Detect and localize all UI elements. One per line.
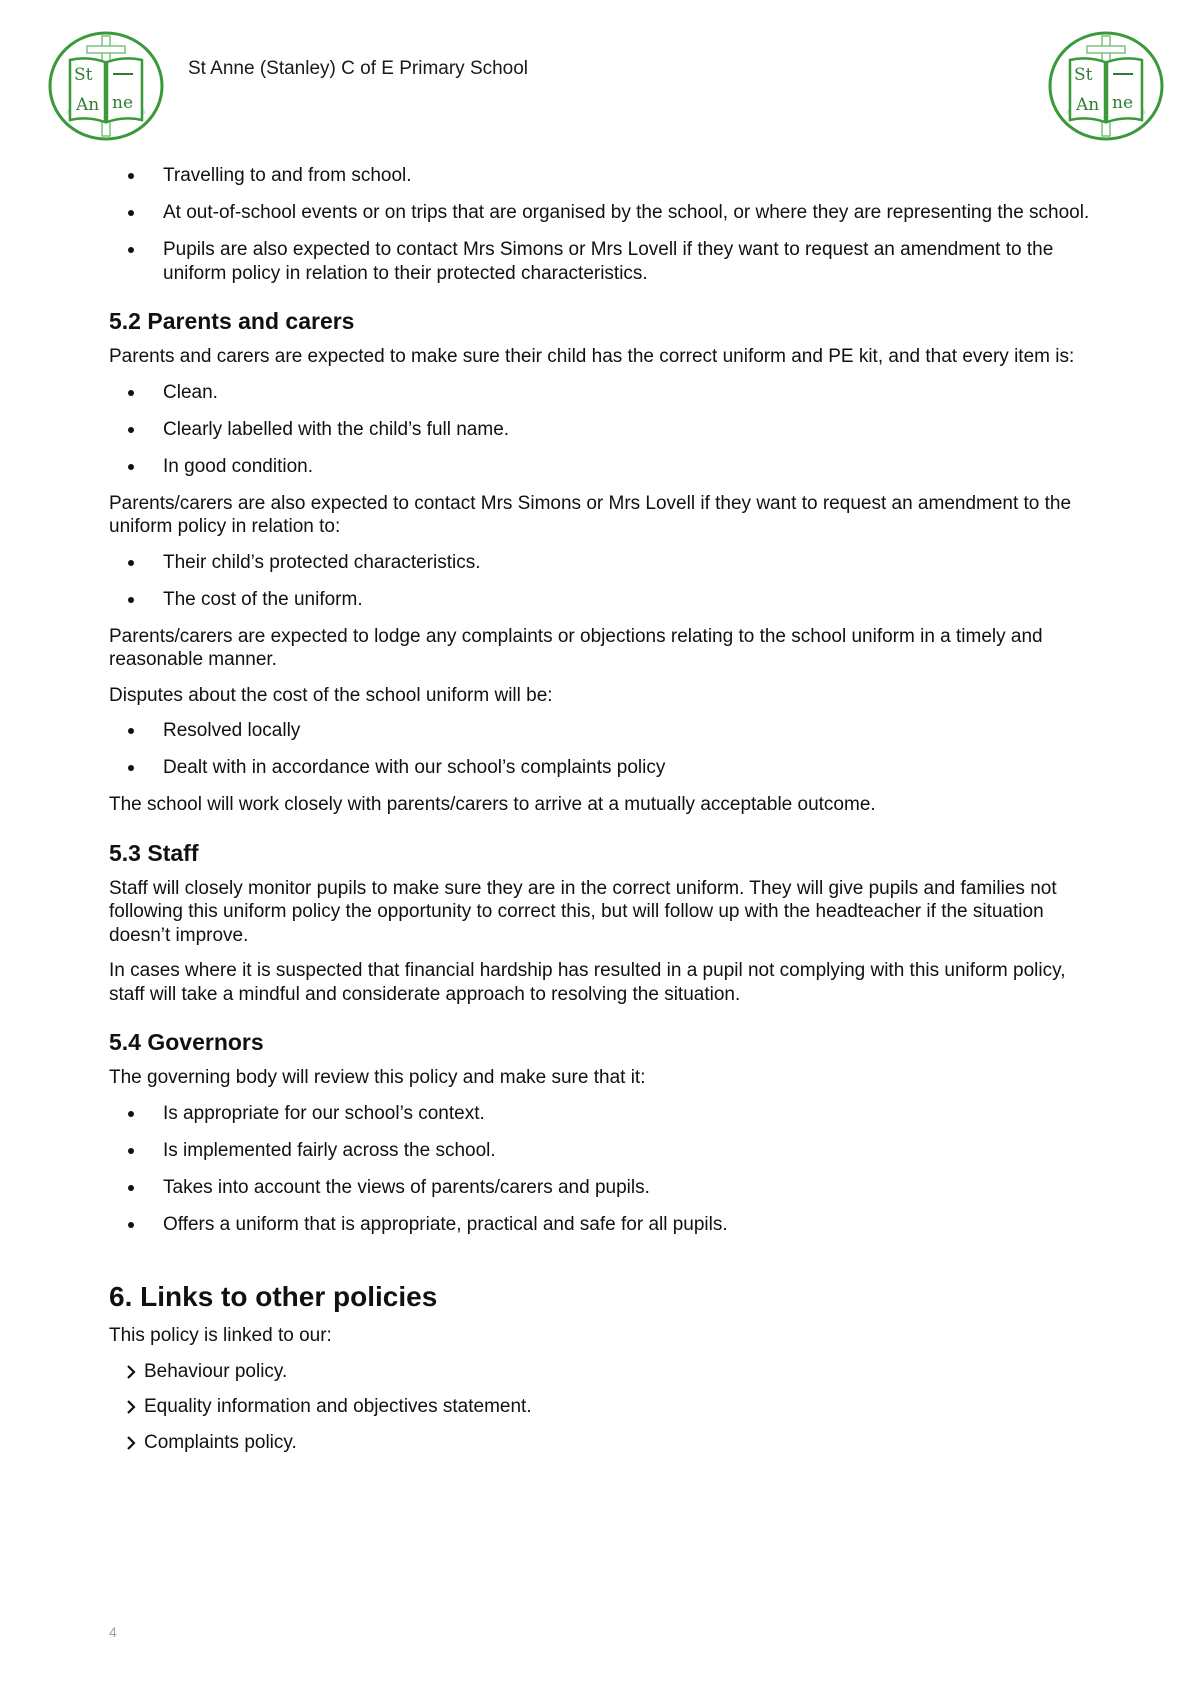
policy-name: Complaints policy. (144, 1431, 297, 1453)
bullet-list (109, 381, 1099, 479)
svg-text:ne: ne (112, 93, 134, 113)
paragraph: Parents and carers are expected to make sure their child has the correct uniform and PE kit, and that every item is: (109, 346, 1075, 367)
chevron-right-icon (126, 1435, 136, 1451)
paragraph: The school will work closely with parents/carers to arrive at a mutually acceptable outcome. (109, 794, 876, 815)
bullet-list-intro (109, 164, 1099, 285)
svg-text:An: An (1076, 95, 1100, 115)
svg-text:St: St (1074, 65, 1093, 85)
paragraph: This policy is linked to our: (109, 1325, 332, 1346)
section-heading: 5.4 Governors (109, 1029, 264, 1055)
section-heading: 5.2 Parents and carers (109, 308, 355, 334)
list-item (109, 1360, 1099, 1384)
section-governors (109, 1028, 1099, 1236)
paragraph: The governing body will review this policy and make sure that it: (109, 1067, 646, 1088)
list-item (109, 1431, 1099, 1455)
paragraph: In cases where it is suspected that financial hardship has resulted in a pupil not complying with this uniform policy, staff will take a mindful and considerate approach to resolving the situation. (109, 960, 1066, 1005)
chevron-right-icon (126, 1364, 136, 1380)
section-staff (109, 839, 1099, 1007)
list-item: At out-of-school events or on trips that are organised by the school, or where they are representing the school. (109, 201, 1099, 225)
bullet-list (109, 719, 1099, 780)
list-item: Offers a uniform that is appropriate, practical and safe for all pupils. (109, 1213, 1099, 1237)
bullet-list (109, 1102, 1099, 1237)
policy-link-list (109, 1360, 1099, 1455)
page-number: 4 (109, 1624, 117, 1640)
paragraph: Staff will closely monitor pupils to make sure they are in the correct uniform. They will give pupils and families not following this uniform policy the opportunity to correct this, but will follow up with the headteacher if the situation doesn’t improve. (109, 877, 1057, 946)
school-name: St Anne (Stanley) C of E Primary School (188, 58, 529, 79)
paragraph: Parents/carers are expected to lodge any complaints or objections relating to the school uniform in a timely and reasonable manner. (109, 625, 1043, 670)
paragraph: Parents/carers are also expected to contact Mrs Simons or Mrs Lovell if they want to request an amendment to the uniform policy in relation to: (109, 492, 1072, 537)
list-item: In good condition. (109, 455, 1099, 479)
list-item: Pupils are also expected to contact Mrs Simons or Mrs Lovell if they want to request an amendment to the uniform policy in relation to their protected characteristics. (109, 238, 1099, 285)
list-item: The cost of the uniform. (109, 588, 1099, 612)
list-item: Their child’s protected characteristics. (109, 551, 1099, 575)
bullet-list (109, 551, 1099, 612)
list-item (109, 1395, 1099, 1419)
policy-name: Equality information and objectives statement. (144, 1396, 532, 1417)
svg-text:St: St (74, 65, 93, 85)
section-parents-carers (109, 307, 1099, 817)
list-item: Travelling to and from school. (109, 164, 1099, 188)
list-item: Is implemented fairly across the school. (109, 1139, 1099, 1163)
list-item: Resolved locally (109, 719, 1099, 743)
section-heading: 6. Links to other policies (109, 1281, 438, 1312)
list-item: Takes into account the views of parents/carers and pupils. (109, 1176, 1099, 1200)
paragraph: Disputes about the cost of the school uniform will be: (109, 684, 553, 706)
list-item: Is appropriate for our school’s context. (109, 1102, 1099, 1126)
list-item: Clearly labelled with the child’s full name. (109, 418, 1099, 442)
page-header (0, 0, 1200, 150)
chevron-right-icon (126, 1399, 136, 1415)
page-content (109, 164, 1099, 1466)
section-links-policies (109, 1280, 1099, 1454)
list-item: Clean. (109, 381, 1099, 405)
svg-text:ne: ne (1112, 93, 1134, 113)
list-item: Dealt with in accordance with our school’s complaints policy (109, 756, 1099, 780)
section-heading: 5.3 Staff (109, 839, 199, 866)
policy-name: Behaviour policy. (144, 1360, 288, 1382)
school-crest-icon (47, 30, 165, 142)
school-crest-icon (1047, 30, 1165, 142)
svg-text:An: An (76, 95, 100, 115)
